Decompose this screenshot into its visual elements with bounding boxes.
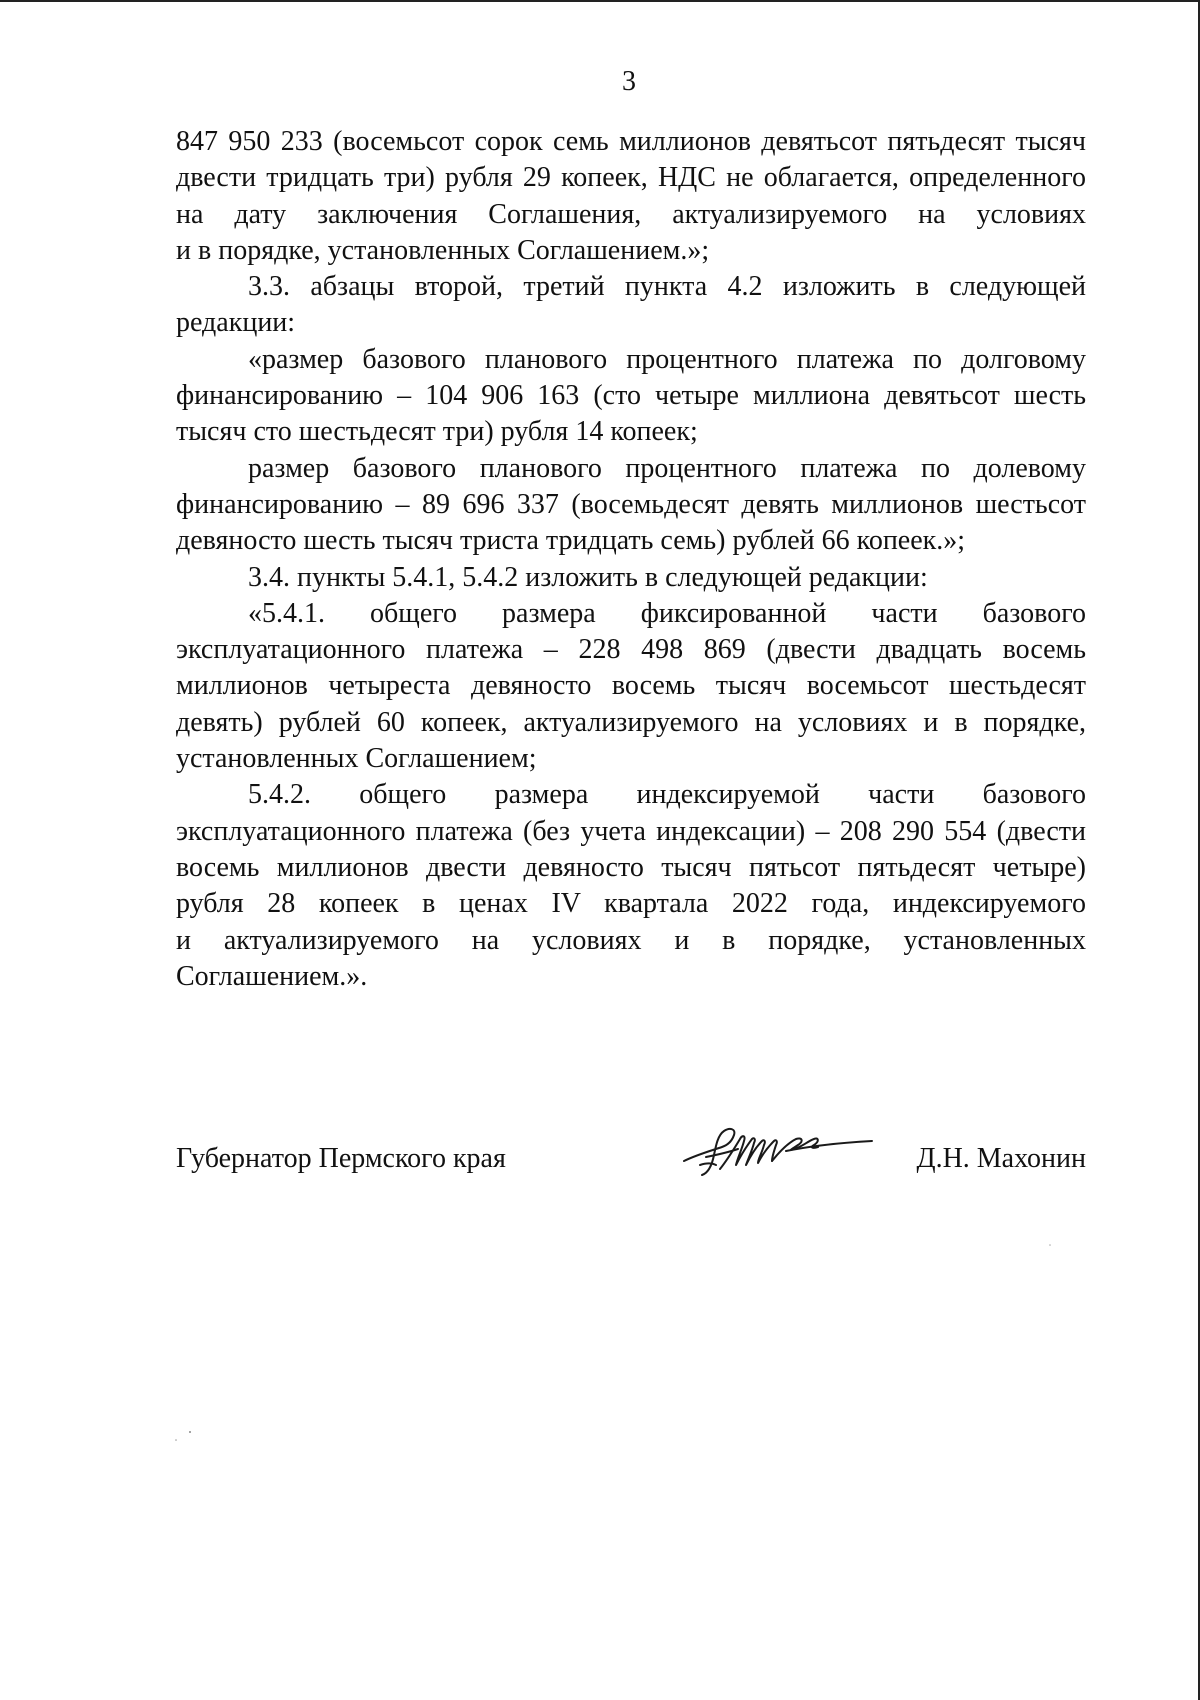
paragraph-item-3-3 <box>176 269 1086 342</box>
text-line: и актуализируемого на условиях и в порядке, установленных <box>176 924 1086 956</box>
paragraph-continuation <box>176 124 1086 269</box>
paragraph-debt-financing <box>176 342 1086 451</box>
text-line: Соглашением.». <box>176 960 368 992</box>
signer-title: Губернатор Пермского края <box>176 1143 506 1174</box>
signature-block <box>176 1141 1086 1221</box>
paragraph-item-5-4-2 <box>176 777 1086 995</box>
signer-name: Д.Н. Махонин <box>916 1143 1086 1174</box>
text-line: установленных Соглашением; <box>176 743 537 775</box>
text-line: 3.3. абзацы второй, третий пункта 4.2 изложить в следующей <box>248 271 1086 303</box>
text-line: тысяч сто шестьдесят три) рубля 14 копеек; <box>176 416 698 448</box>
text-line: восемь миллионов двести девяносто тысяч пятьсот пятьдесят четыре) <box>176 851 1086 883</box>
text-line: редакции: <box>176 307 296 339</box>
text-line: эксплуатационного платежа – 228 498 869 (двести двадцать восемь <box>176 634 1086 666</box>
text-line: рубля 28 копеек в ценах IV квартала 2022 года, индексируемого <box>176 888 1086 920</box>
paragraph-equity-financing <box>176 451 1086 560</box>
text-line: 5.4.2. общего размера индексируемой части базового <box>248 779 1086 811</box>
text-line: девяносто шесть тысяч триста тридцать семь) рублей 66 копеек.»; <box>176 525 966 557</box>
page-number: 3 <box>622 66 636 97</box>
scan-border-top <box>0 0 1200 2</box>
text-line: двести тридцать три) рубля 29 копеек, НДС не облагается, определенного <box>176 162 1086 194</box>
text-line: финансированию – 104 906 163 (сто четыре миллиона девятьсот шесть <box>176 380 1086 412</box>
text-line: «5.4.1. общего размера фиксированной части базового <box>248 597 1086 629</box>
paragraph-item-3-4 <box>176 560 1086 596</box>
paragraph-item-5-4-1 <box>176 596 1086 777</box>
text-line: 847 950 233 (восемьсот сорок семь миллионов девятьсот пятьдесят тысяч <box>176 126 1086 157</box>
text-line: девять) рублей 60 копеек, актуализируемого на условиях и в порядке, <box>176 706 1086 738</box>
text-line: финансированию – 89 696 337 (восемьдесят девять миллионов шестьсот <box>176 488 1086 520</box>
text-line: 3.4. пункты 5.4.1, 5.4.2 изложить в следующей редакции: <box>248 561 928 593</box>
document-body <box>176 124 1086 995</box>
handwritten-signature <box>676 1111 876 1183</box>
text-line: «размер базового планового процентного платежа по долговому <box>248 343 1086 375</box>
text-line: и в порядке, установленных Соглашением.»; <box>176 234 710 266</box>
text-line: на дату заключения Соглашения, актуализируемого на условиях <box>176 198 1086 230</box>
text-line: миллионов четыреста девяносто восемь тысяч восемьсот шестьдесят <box>176 670 1086 702</box>
text-line: эксплуатационного платежа (без учета индексации) – 208 290 554 (двести <box>176 815 1086 847</box>
text-line: размер базового планового процентного платежа по долевому <box>248 452 1086 484</box>
